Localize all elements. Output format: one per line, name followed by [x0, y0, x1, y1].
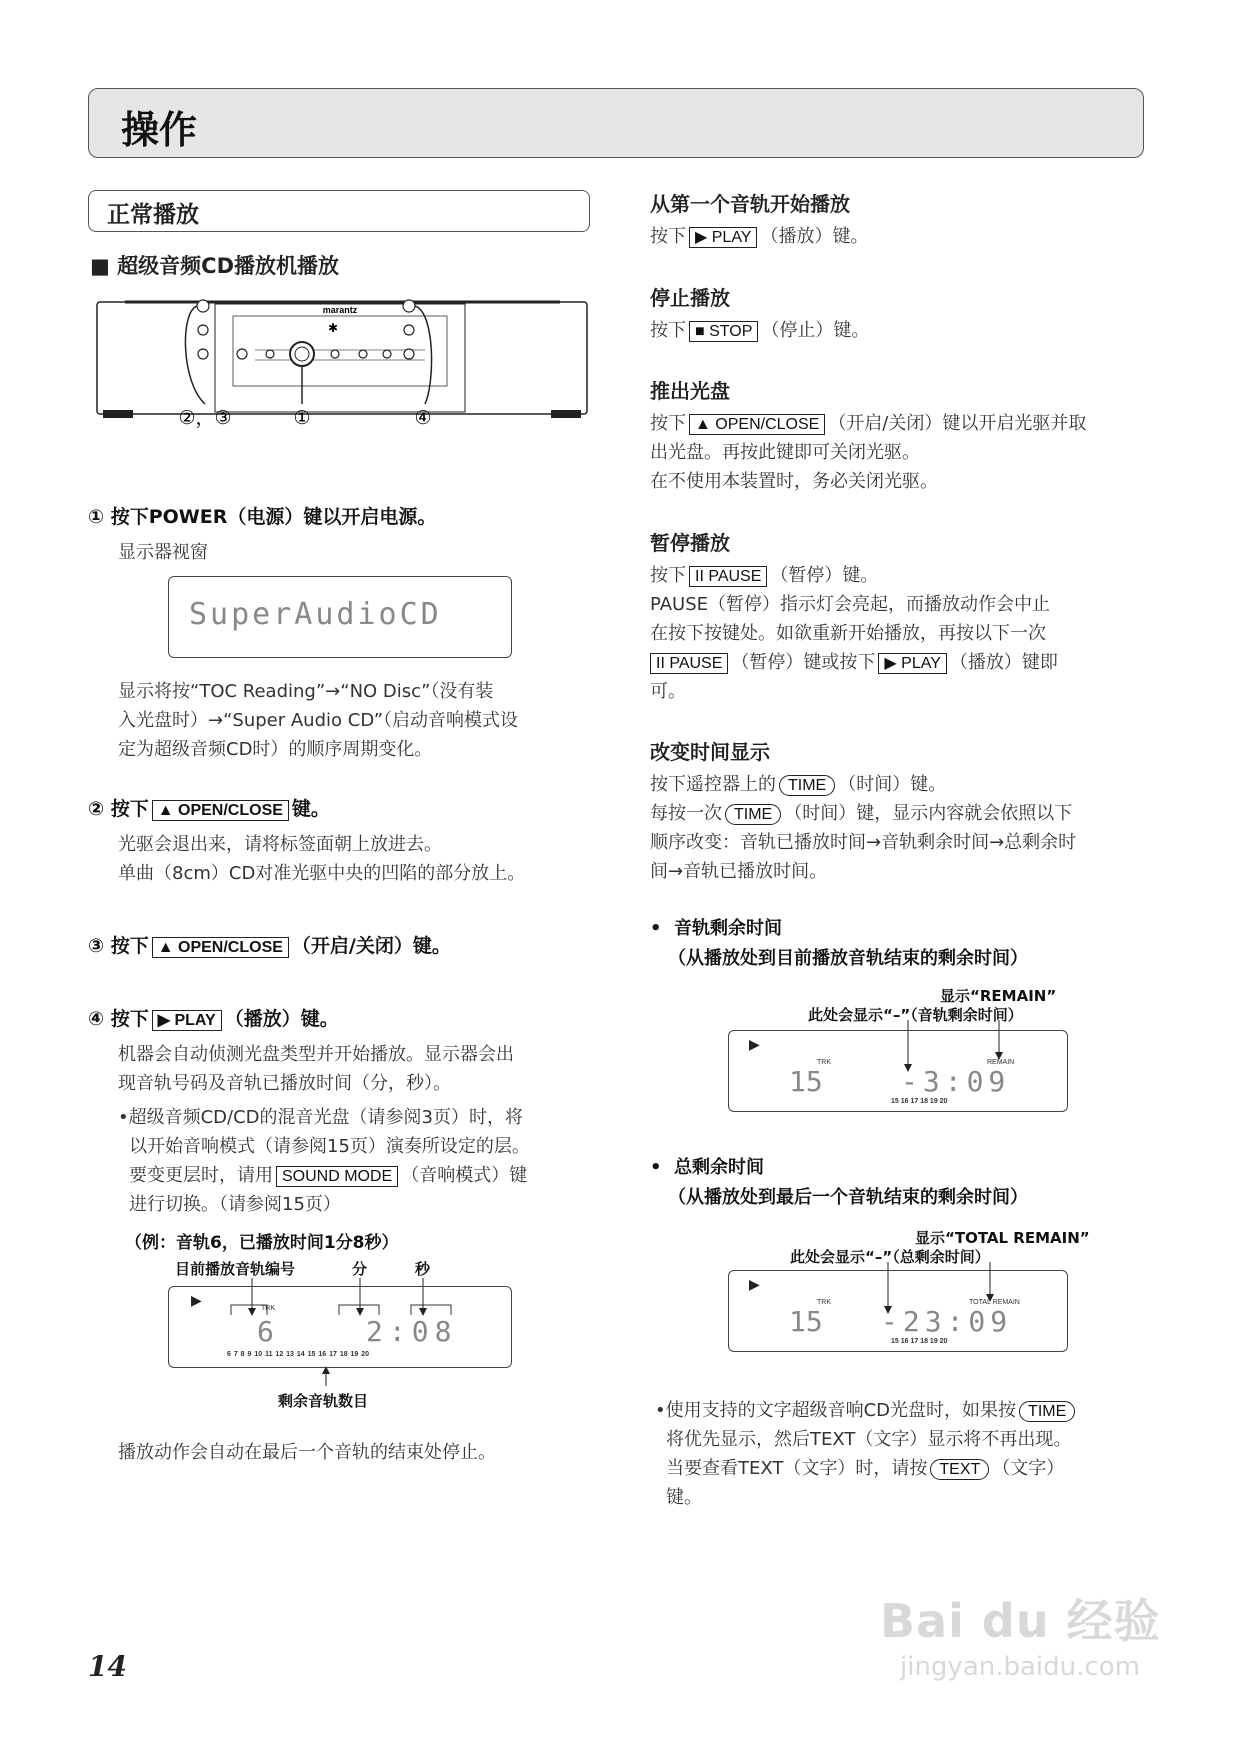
- section-title-box: [88, 190, 590, 232]
- open-close-key: ▲ OPEN/CLOSE: [689, 414, 825, 435]
- play-first-title: 从第一个音轨开始播放: [650, 192, 850, 216]
- stop-title: 停止播放: [650, 286, 730, 310]
- step4-desc: 机器会自动侦测光盘类型并开始播放。显示器会出 现音轨号码及音轨已播放时间（分，秒）。: [118, 1044, 514, 1094]
- trk-label: TRK: [261, 1305, 275, 1312]
- time-key: TIME: [725, 804, 781, 825]
- svg-text:✱: ✱: [327, 321, 339, 335]
- section-title: 正常播放: [107, 202, 199, 228]
- step1-desc: 显示将按“TOC Reading”→“NO Disc”（没有装 入光盘时）→“Super Audio CD”（启动音响模式设 定为超级音频CD时）的顺序周期变化。: [118, 681, 519, 760]
- track-scale: 15 16 17 18 19 20: [891, 1098, 948, 1105]
- lcd-text: SuperAudioCD: [189, 597, 442, 632]
- track-remain-title: • 音轨剩余时间: [650, 918, 783, 939]
- play-indicator-icon: ▶: [749, 1277, 760, 1293]
- callout-2-3: ②，③: [178, 407, 232, 429]
- left-subtitle: ■ 超级音频CD播放机播放: [90, 254, 339, 278]
- label-seconds: 秒: [415, 1260, 431, 1278]
- brand-logo: marantz: [322, 305, 358, 315]
- time-title: 改变时间显示: [650, 740, 770, 764]
- page-number: 14: [88, 1650, 127, 1683]
- total-remain-sub: （从播放处到最后一个音轨结束的剩余时间）: [668, 1187, 1028, 1208]
- play-key: ▶ PLAY: [152, 1010, 222, 1031]
- trk-label: TRK: [817, 1299, 831, 1306]
- open-close-key: ▲ OPEN/CLOSE: [152, 800, 289, 821]
- step2-heading: ② 按下 ▲ OPEN/CLOSE 键。: [88, 798, 330, 820]
- stop-text: 按下 ■ STOP （停止）键。: [650, 320, 870, 341]
- total-remain-note2: 此处会显示“–”（总剩余时间）: [790, 1248, 990, 1266]
- remain-label: REMAIN: [987, 1059, 1015, 1066]
- lcd-track: 15: [789, 1305, 823, 1338]
- play-key: ▶ PLAY: [878, 653, 946, 674]
- track-remain-note1: 显示“REMAIN”: [940, 987, 1057, 1005]
- step2-desc: 光驱会退出来，请将标签面朝上放进去。 单曲（8cm）CD对准光驱中央的凹陷的部分放上。: [118, 834, 526, 884]
- time-key: TIME: [1019, 1401, 1075, 1422]
- remain-label: TOTAL REMAIN: [969, 1299, 1020, 1306]
- lcd-display-example: [168, 1286, 512, 1368]
- track-scale: 6 7 8 9 10 11 12 13 14 15 16 17 18 19 20: [227, 1351, 370, 1358]
- step4-bullet: •超级音频CD/CD的混音光盘（请参阅3页）时，将 以开始音响模式（请参阅15页）演奏所设定的层。 要变更层时，请用 SOUND MODE （音响模式）键 进行切换。（请参阅15页）: [118, 1107, 530, 1215]
- lcd-time: -23:09: [881, 1305, 1013, 1338]
- stop-key: ■ STOP: [689, 321, 758, 342]
- time-text: 按下遥控器上的 TIME （时间）键。 每按一次 TIME （时间）键，显示内容就会依照以下 顺序改变：音轨已播放时间→音轨剩余时间→总剩余时 间→音轨已播放时间。: [650, 774, 1077, 882]
- pause-key: II PAUSE: [650, 653, 728, 674]
- watermark-logo: Bai du 经验: [880, 1594, 1161, 1648]
- example-title: （例：音轨6，已播放时间1分8秒）: [125, 1233, 399, 1253]
- text-key: TEXT: [930, 1459, 989, 1480]
- lcd-display-total-remain: [728, 1270, 1068, 1352]
- sound-mode-key: SOUND MODE: [276, 1166, 398, 1187]
- lcd-display-step1: [168, 576, 512, 658]
- track-scale: 15 16 17 18 19 20: [891, 1338, 948, 1345]
- play-indicator-icon: ▶: [191, 1293, 202, 1309]
- lcd-time: 2:08: [366, 1315, 458, 1348]
- page-title-bar: [88, 88, 1144, 158]
- label-remaining-tracks: 剩余音轨数目: [278, 1392, 369, 1410]
- open-close-key: ▲ OPEN/CLOSE: [152, 937, 289, 958]
- play-key: ▶ PLAY: [689, 227, 757, 248]
- page-title: 操作: [121, 108, 198, 152]
- lcd-track: 15: [789, 1065, 823, 1098]
- watermark-url: jingyan.baidu.com: [900, 1652, 1140, 1682]
- trk-label: TRK: [817, 1059, 831, 1066]
- callout-1: ①: [293, 407, 311, 429]
- total-remain-title: • 总剩余时间: [650, 1157, 765, 1178]
- left-footer-text: 播放动作会自动在最后一个音轨的结束处停止。: [118, 1442, 496, 1463]
- lcd-track: 6: [257, 1315, 274, 1348]
- cd-player-illustration: [95, 292, 595, 482]
- time-key: TIME: [779, 775, 835, 796]
- step3-heading: ③ 按下 ▲ OPEN/CLOSE （开启/关闭）键。: [88, 935, 451, 957]
- play-first-text: 按下 ▶ PLAY （播放）键。: [650, 226, 869, 247]
- label-current-track: 目前播放音轨编号: [175, 1260, 296, 1278]
- track-remain-note2: 此处会显示“–”（音轨剩余时间）: [808, 1006, 1023, 1024]
- play-indicator-icon: ▶: [749, 1037, 760, 1053]
- step1-sub: 显示器视窗: [118, 542, 208, 563]
- eject-title: 推出光盘: [650, 379, 730, 403]
- track-remain-sub: （从播放处到目前播放音轨结束的剩余时间）: [668, 948, 1028, 969]
- lcd-time: -3:09: [901, 1065, 1011, 1098]
- total-remain-note1: 显示“TOTAL REMAIN”: [915, 1229, 1090, 1247]
- eject-text: 按下 ▲ OPEN/CLOSE （开启/关闭）键以开启光驱并取 出光盘。再按此键即可关闭光驱。 在不使用本装置时，务必关闭光驱。: [650, 413, 1087, 492]
- lcd-display-track-remain: [728, 1030, 1068, 1112]
- label-minutes: 分: [352, 1260, 368, 1278]
- callout-4: ④: [414, 407, 432, 429]
- pause-key: II PAUSE: [689, 566, 767, 587]
- pause-title: 暂停播放: [650, 531, 730, 555]
- pause-text: 按下 II PAUSE （暂停）键。 PAUSE（暂停）指示灯会亮起，而播放动作会中止 在按下按键处。如欲重新开始播放，再按以下一次 II PAUSE （暂停）键或按下 ▶ PLAY （播放）键即 可。: [650, 565, 1058, 702]
- text-note: •使用支持的文字超级音响CD光盘时，如果按 TIME 将优先显示，然后TEXT（文字）显示将不再出现。 当要查看TEXT（文字）时，请按 TEXT （文字） 键。: [655, 1396, 1078, 1512]
- step1-heading: ① 按下POWER（电源）键以开启电源。: [88, 506, 437, 528]
- step4-heading: ④ 按下 ▶ PLAY （播放）键。: [88, 1008, 339, 1030]
